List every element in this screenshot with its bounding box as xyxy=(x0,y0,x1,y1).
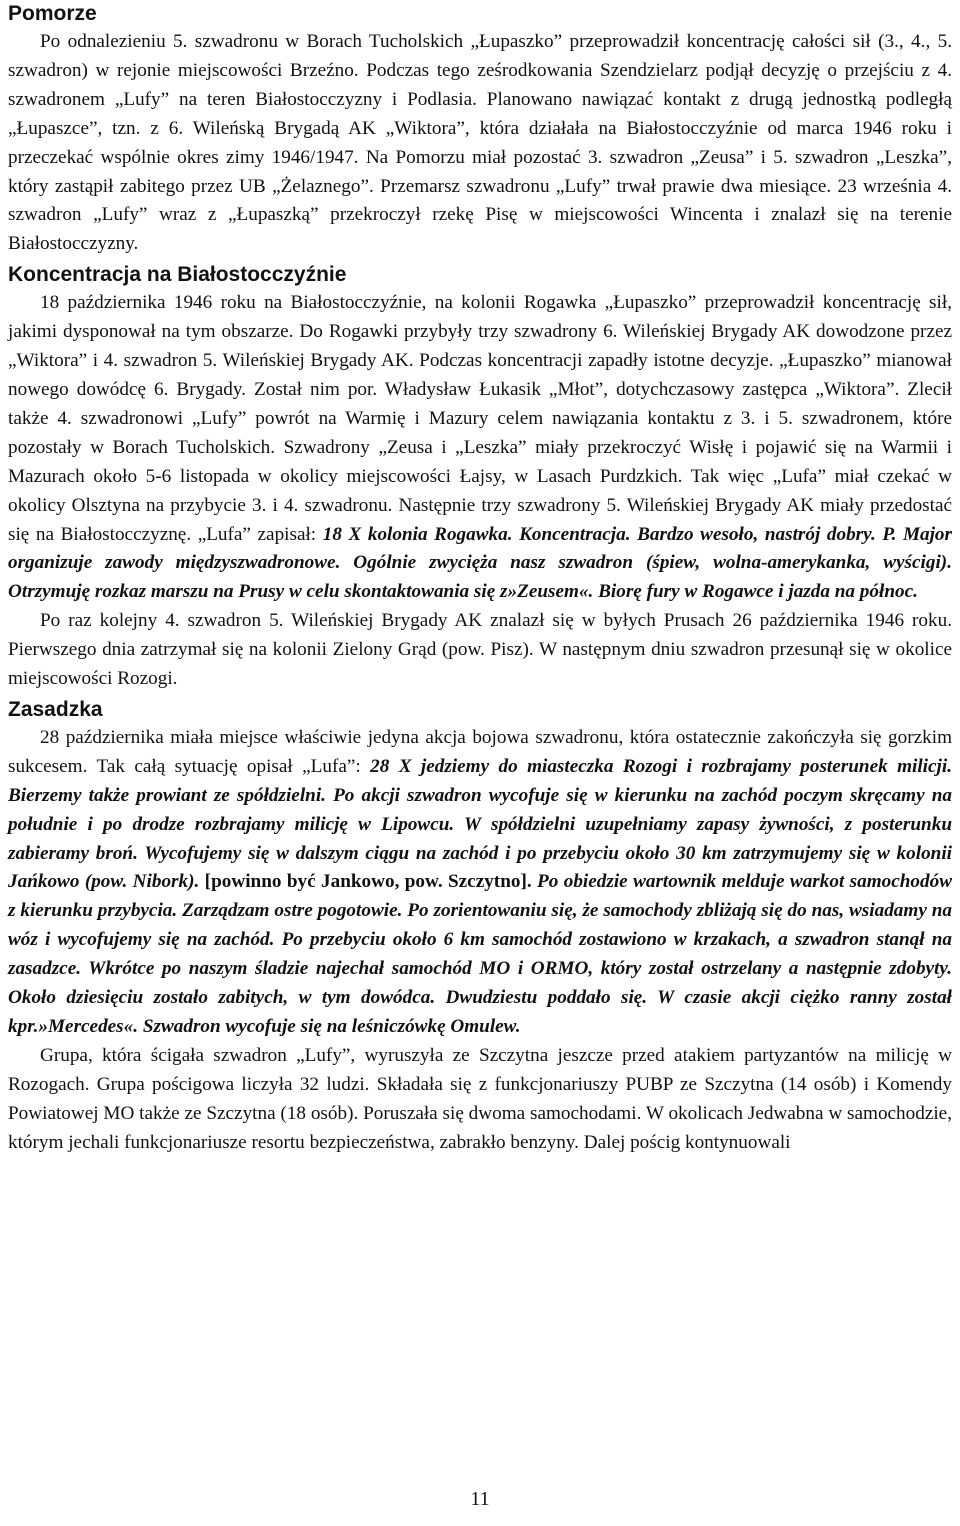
diary-quote: Po obiedzie wartownik melduje warkot samochodów z kierunku przybycia. Zarządzam ostre pogotowie. Po zorientowaniu się, że samochody zbliżają się do nas, wsiadamy na wóz i wycofujemy się na zachód. Po przebyciu około 6 km samochód zostawiono w krzakach, a szwadron stanął na zasadzce. Wkrótce po naszym śladzie najechał samochód MO i ORMO, który został ostrzelany a następnie zdobyty. Około dziesięciu zostało zabitych, w tym dowódca. Dwudziestu poddało się. W czasie akcji ciężko ranny został kpr.»Mercedes«. Szwadron wycofuje się na leśniczówkę Omulew. xyxy=(8,871,952,1037)
section-heading-pomorze: Pomorze xyxy=(8,2,97,25)
paragraph-pomorze: Po odnalezieniu 5. szwadronu w Borach Tucholskich „Łupaszko” przeprowadził koncentrację całości sił (3., 4., 5. szwadron) w rejonie miejscowości Brzeźno. Podczas tego ześrodkowania Szendzielarz podjął decyzję o przejściu z 4. szwadronem „Lufy” na teren Białostocczyzny i Podlasia. Planowano nawiązać kontakt z drugą jednostką podległą „Łupaszce”, tzn. z 6. Wileńską Brygadą AK „Wiktora”, która działała na Białostocczyźnie od marca 1946 roku i przeczekać wspólnie okres zimy 1946/1947. Na Pomorzu miał pozostać 3. szwadron „Zeusa” i 5. szwadron „Leszka”, który zastąpił zabitego przez UB „Żelaznego”. Przemarsz szwadronu „Lufy” trwał prawie dwa miesiące. 23 września 4. szwadron „Lufy” wraz z „Łupaszką” przekroczył rzekę Pisę w miejscowości Wincenta i znalazł się na terenie Białostocczyzny. xyxy=(8,31,952,255)
section-heading-zasadzka: Zasadzka xyxy=(8,697,103,721)
paragraph-text: 28 października miała miejsce właściwie jedyna akcja bojowa szwadronu, która ostatecznie zakończyła się gorzkim sukcesem. Tak całą sytuację opisał „Lufa”: xyxy=(8,726,952,777)
paragraph-poscig: Grupa, która ścigała szwadron „Lufy”, wyruszyła ze Szczytna jeszcze przed atakiem partyzantów na milicję w Rozogach. Grupa pościgowa liczyła 32 ludzi. Składała się z funkcjonariuszy PUBP ze Szczytna (14 osób) i Komendy Powiatowej MO także ze Szczytna (18 osób). Poruszała się dwoma samochodami. W okolicach Jedwabna w samochodzie, którym jechali funkcjonariusze resortu bezpieczeństwa, zabrakło benzyny. Dalej pościg kontynuowali xyxy=(8,1044,952,1153)
diary-quote: 18 X kolonia Rogawka. Koncentracja. Bardzo wesoło, nastrój dobry. P. Major organizuje zawody międzyszwadronowe. Ogólnie zwycięża nasz szwadron (śpiew, wolna-amerykanka, wyścigi). Otrzymuję rozkaz marszu na Prusy w celu skontaktowania się z»Zeusem«. Biorę fury w Rogawce i jazda na północ. xyxy=(8,523,952,603)
editor-note: [powinno być Jankowo, pow. Szczytno]. xyxy=(199,871,538,893)
diary-quote: 28 X jedziemy do miasteczka Rozogi i rozbrajamy posterunek milicji. Bierzemy także prowiant ze spółdzielni. Po akcji szwadron wycofuje się w kierunku na zachód poczym skręcamy na południe i po drodze rozbrajamy milicję w Lipowcu. W spółdzielni uzupełniamy zapasy żywności, z posterunku zabieramy broń. Wycofujemy się w dalszym ciągu na zachód i po przebyciu około 30 km zatrzymujemy się w kolonii Jańkowo (pow. Nibork). xyxy=(8,755,952,893)
paragraph-text: 18 października 1946 roku na Białostocczyźnie, na kolonii Rogawka „Łupaszko” przeprowadził koncentrację sił, jakimi dysponował na tym obszarze. Do Rogawki przybyły trzy szwadrony 6. Wileńskiej Brygady AK dowodzone przez „Wiktora” i 4. szwadron 5. Wileńskiej Brygady AK. Podczas koncentracji zapadły istotne decyzje. „Łupaszko” mianował nowego dowódcę 6. Brygady. Został nim por. Władysław Łukasik „Młot”, dotychczasowy zastępca „Wiktora”. Zlecił także 4. szwadronowi „Lufy” powrót na Warmię i Mazury celem nawiązania kontaktu z 3. i 5. szwadronem, które pozostały w Borach Tucholskich. Szwadrony „Zeusa i „Leszka” miały przekroczyć Wisłę i pojawić się na Warmii i Mazurach około 5-6 listopada w okolicy miejscowości Łajsy, w Lasach Purdzkich. Tak więc „Lufa” miał czekać w okolicy Olsztyna na przybycie 3. i 4. szwadronu. Następnie trzy szwadrony 5. Wileńskiej Brygady AK miały przedostać się na Białostocczyznę. „Lufa” zapisał: xyxy=(8,292,952,545)
paragraph-zasadzka xyxy=(8,724,952,1042)
section-heading-koncentracja: Koncentracja na Białostocczyźnie xyxy=(8,263,347,287)
paragraph-prusy: Po raz kolejny 4. szwadron 5. Wileńskiej Brygady AK znalazł się w byłych Prusach 26 października 1946 roku. Pierwszego dnia zatrzymał się na kolonii Zielony Grąd (pow. Pisz). W następnym dniu szwadron przesunął się w okolice miejscowości Rozogi. xyxy=(8,610,952,690)
paragraph-koncentracja xyxy=(8,289,952,607)
document-page xyxy=(8,0,952,1158)
page-number: 11 xyxy=(470,1488,490,1510)
